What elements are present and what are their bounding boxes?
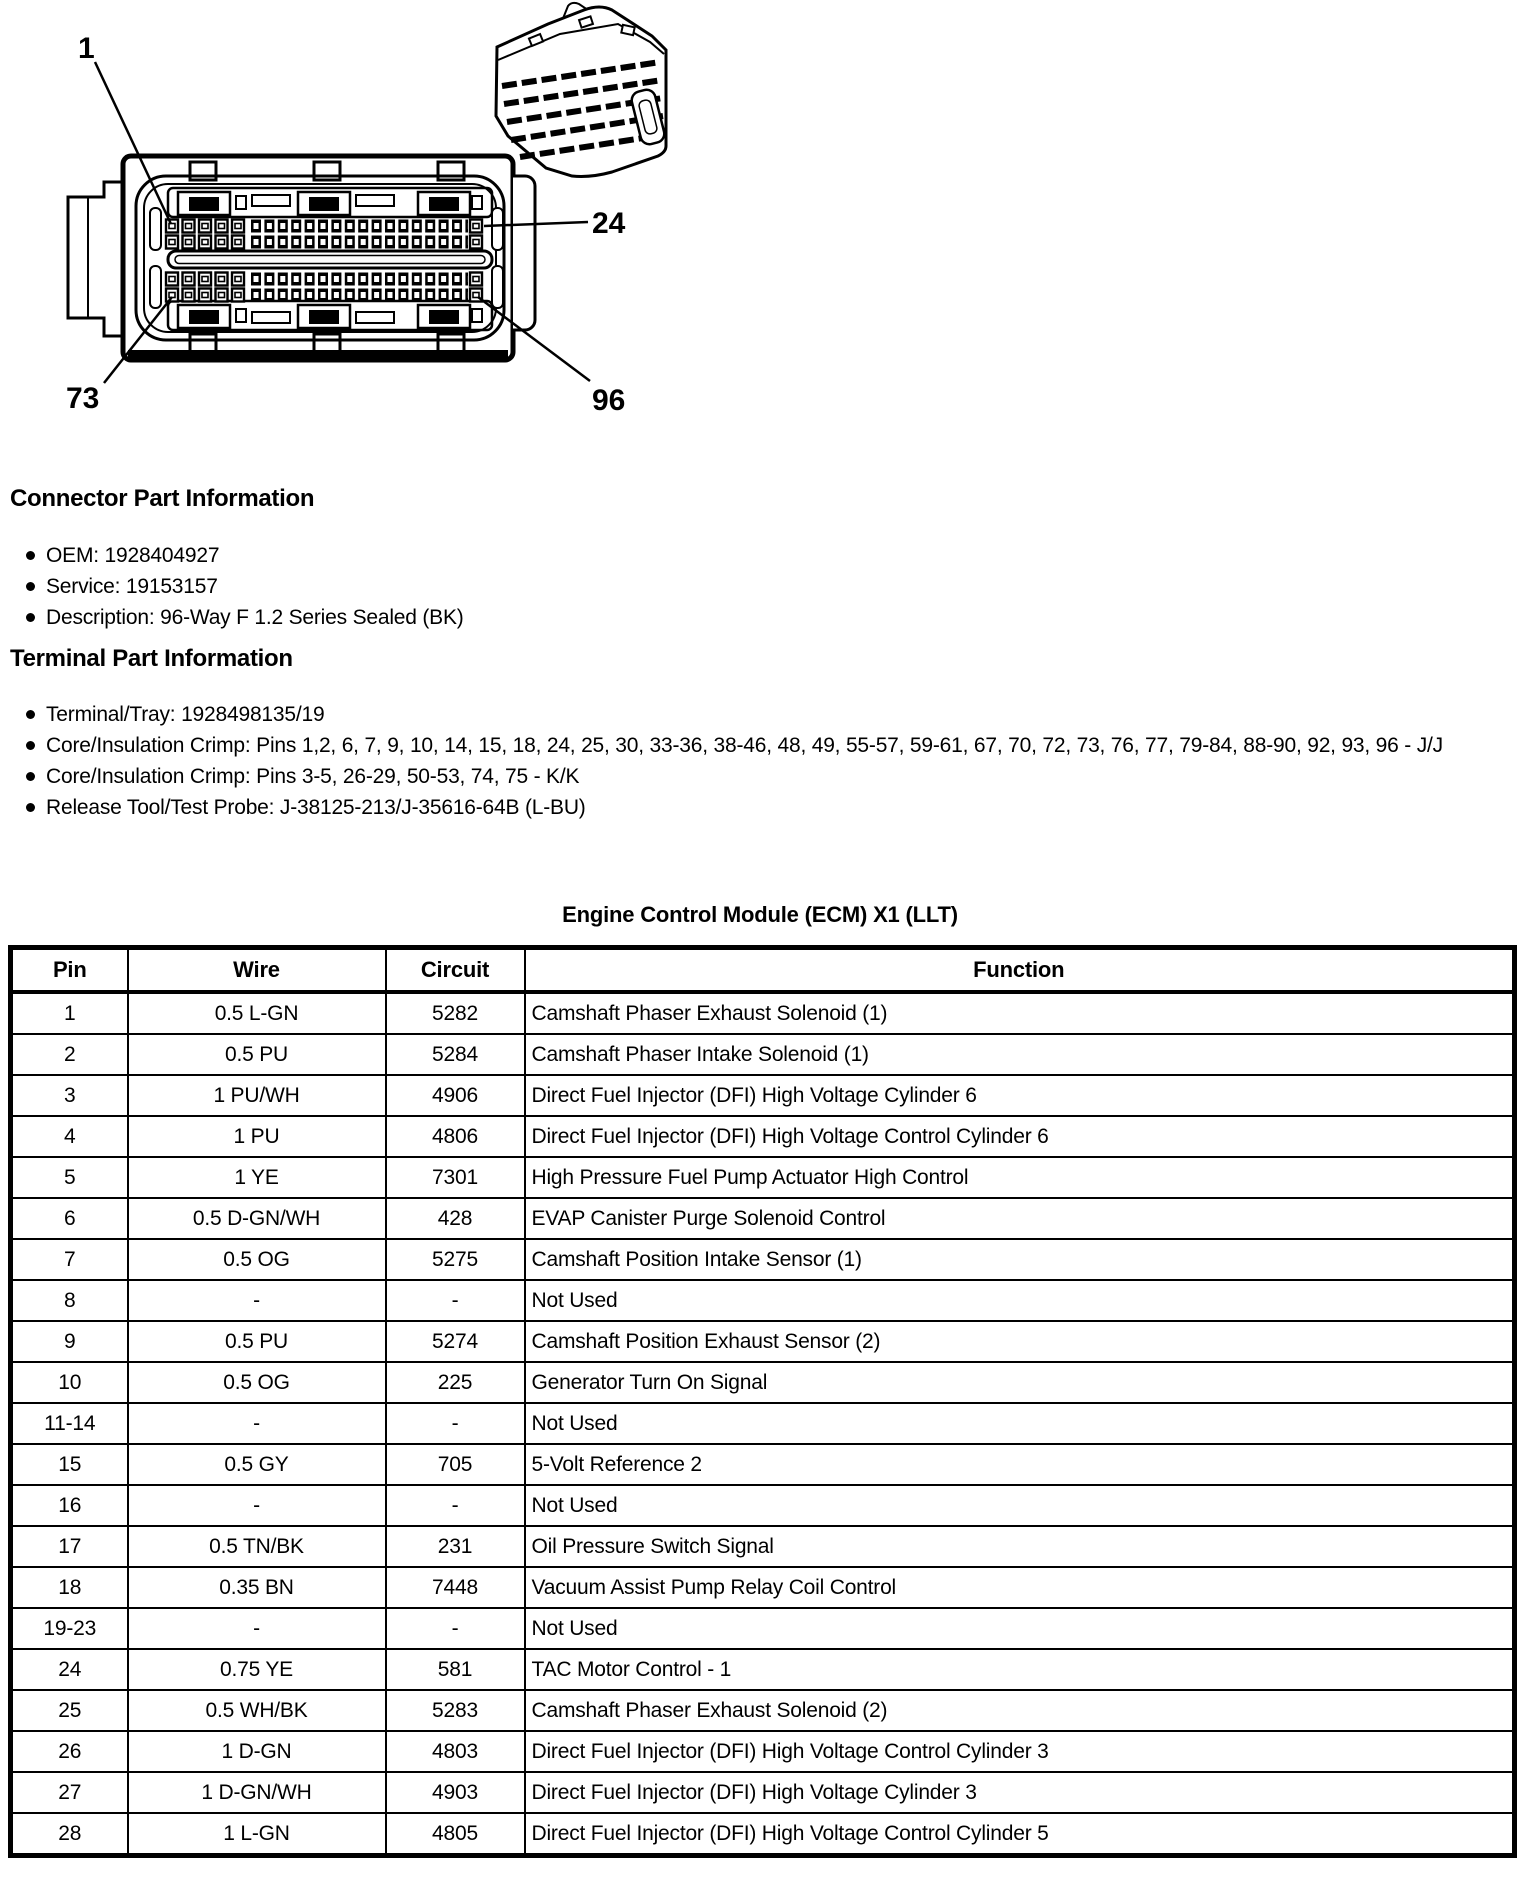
cell-function: Not Used <box>525 1280 1515 1321</box>
cell-pin: 8 <box>11 1280 128 1321</box>
middle-bar <box>168 251 492 268</box>
cell-function: Direct Fuel Injector (DFI) High Voltage Control Cylinder 5 <box>525 1813 1515 1856</box>
cell-wire: 1 PU/WH <box>128 1075 386 1116</box>
table-row <box>11 1444 1515 1485</box>
cell-function: Direct Fuel Injector (DFI) High Voltage Cylinder 3 <box>525 1772 1515 1813</box>
cell-circuit: 7301 <box>386 1157 525 1198</box>
cell-wire: 1 PU <box>128 1116 386 1157</box>
cell-circuit: 4906 <box>386 1075 525 1116</box>
cell-pin: 19-23 <box>11 1608 128 1649</box>
table-row <box>11 1075 1515 1116</box>
col-header-pin: Pin <box>11 948 128 993</box>
cell-circuit: 5283 <box>386 1690 525 1731</box>
cell-wire: - <box>128 1280 386 1321</box>
cell-circuit: 5282 <box>386 992 525 1034</box>
bullet-icon <box>26 772 35 781</box>
table-header-row <box>11 948 1515 993</box>
col-header-function: Function <box>525 948 1515 993</box>
cell-circuit: 4806 <box>386 1116 525 1157</box>
list-item-text: Terminal/Tray: 1928498135/19 <box>46 703 325 726</box>
table-row <box>11 1526 1515 1567</box>
table-row <box>11 1321 1515 1362</box>
cell-wire: 0.5 OG <box>128 1239 386 1280</box>
cell-circuit: 4803 <box>386 1731 525 1772</box>
figure-label-pin96: 96 <box>592 384 626 417</box>
list-item <box>26 571 1481 602</box>
table-row <box>11 1608 1515 1649</box>
bullet-icon <box>26 551 35 560</box>
cell-wire: 1 L-GN <box>128 1813 386 1856</box>
cell-wire: 0.5 PU <box>128 1321 386 1362</box>
connector-figure <box>0 0 760 445</box>
cell-circuit: 5274 <box>386 1321 525 1362</box>
table-row <box>11 1731 1515 1772</box>
cell-wire: 0.5 OG <box>128 1362 386 1403</box>
bullet-icon <box>26 710 35 719</box>
cell-function: Camshaft Position Intake Sensor (1) <box>525 1239 1515 1280</box>
cell-wire: 1 D-GN/WH <box>128 1772 386 1813</box>
cell-function: TAC Motor Control - 1 <box>525 1649 1515 1690</box>
cell-function: Not Used <box>525 1608 1515 1649</box>
cell-function: Generator Turn On Signal <box>525 1362 1515 1403</box>
cell-pin: 4 <box>11 1116 128 1157</box>
cell-pin: 25 <box>11 1690 128 1731</box>
pinout-table <box>8 945 1517 1858</box>
cell-circuit: 5275 <box>386 1239 525 1280</box>
cell-wire: 0.5 WH/BK <box>128 1690 386 1731</box>
cell-wire: 0.5 PU <box>128 1034 386 1075</box>
col-header-wire: Wire <box>128 948 386 993</box>
list-item <box>26 602 1481 633</box>
cell-function: 5-Volt Reference 2 <box>525 1444 1515 1485</box>
table-row <box>11 1198 1515 1239</box>
table-row <box>11 1403 1515 1444</box>
cell-function: Camshaft Position Exhaust Sensor (2) <box>525 1321 1515 1362</box>
cell-pin: 28 <box>11 1813 128 1856</box>
cell-function: Direct Fuel Injector (DFI) High Voltage Control Cylinder 6 <box>525 1116 1515 1157</box>
cell-wire: 0.5 D-GN/WH <box>128 1198 386 1239</box>
cell-pin: 24 <box>11 1649 128 1690</box>
cell-wire: 0.5 GY <box>128 1444 386 1485</box>
cell-pin: 26 <box>11 1731 128 1772</box>
table-row <box>11 1280 1515 1321</box>
list-item-text: Description: 96-Way F 1.2 Series Sealed (BK) <box>46 606 464 629</box>
cell-wire: 0.35 BN <box>128 1567 386 1608</box>
terminal-part-info-heading: Terminal Part Information <box>10 645 293 672</box>
list-item <box>26 699 1481 730</box>
cell-pin: 16 <box>11 1485 128 1526</box>
connector-part-info-list <box>26 540 1481 633</box>
table-row <box>11 1157 1515 1198</box>
list-item <box>26 540 1481 571</box>
cell-pin: 7 <box>11 1239 128 1280</box>
connector-front-view <box>68 156 535 360</box>
cell-function: Direct Fuel Injector (DFI) High Voltage Cylinder 6 <box>525 1075 1515 1116</box>
cell-function: High Pressure Fuel Pump Actuator High Control <box>525 1157 1515 1198</box>
list-item <box>26 792 1481 823</box>
bullet-icon <box>26 803 35 812</box>
table-row <box>11 1690 1515 1731</box>
cell-pin: 6 <box>11 1198 128 1239</box>
right-flange <box>513 176 535 330</box>
cell-function: Direct Fuel Injector (DFI) High Voltage Control Cylinder 3 <box>525 1731 1515 1772</box>
cell-pin: 27 <box>11 1772 128 1813</box>
cell-circuit: 428 <box>386 1198 525 1239</box>
cell-circuit: 231 <box>386 1526 525 1567</box>
list-item <box>26 761 1481 792</box>
table-row <box>11 1485 1515 1526</box>
cell-function: Camshaft Phaser Exhaust Solenoid (1) <box>525 992 1515 1034</box>
bullet-icon <box>26 741 35 750</box>
cell-wire: 1 YE <box>128 1157 386 1198</box>
cell-circuit: 4903 <box>386 1772 525 1813</box>
cell-wire: - <box>128 1485 386 1526</box>
table-row <box>11 1649 1515 1690</box>
table-row <box>11 1772 1515 1813</box>
cell-circuit: 225 <box>386 1362 525 1403</box>
list-item-text: OEM: 1928404927 <box>46 544 220 567</box>
cell-circuit: - <box>386 1608 525 1649</box>
table-row <box>11 1813 1515 1856</box>
cell-circuit: - <box>386 1280 525 1321</box>
figure-label-pin24: 24 <box>592 207 626 240</box>
list-item-text: Release Tool/Test Probe: J-38125-213/J-35616-64B (L-BU) <box>46 796 586 819</box>
cell-wire: 0.5 L-GN <box>128 992 386 1034</box>
cell-pin: 18 <box>11 1567 128 1608</box>
cell-function: Vacuum Assist Pump Relay Coil Control <box>525 1567 1515 1608</box>
bottom-latch-channel <box>168 301 492 330</box>
list-item-text: Core/Insulation Crimp: Pins 1,2, 6, 7, 9, 10, 14, 15, 18, 24, 25, 30, 33-36, 38-46, 48, 49, 55-57, 59-61, 67, 70, 72, 73, 76, 77, 79-84, 88-90, 92, 93, 96 - J/J <box>46 734 1443 757</box>
col-header-circuit: Circuit <box>386 948 525 993</box>
list-item-text: Core/Insulation Crimp: Pins 3-5, 26-29, 50-53, 74, 75 - K/K <box>46 765 580 788</box>
cell-function: Oil Pressure Switch Signal <box>525 1526 1515 1567</box>
list-item-text: Service: 19153157 <box>46 575 218 598</box>
cell-wire: - <box>128 1608 386 1649</box>
table-row <box>11 1034 1515 1075</box>
cell-pin: 9 <box>11 1321 128 1362</box>
list-item <box>26 730 1481 761</box>
figure-label-pin1: 1 <box>78 32 95 65</box>
cell-circuit: 4805 <box>386 1813 525 1856</box>
table-row <box>11 1362 1515 1403</box>
cell-circuit: 581 <box>386 1649 525 1690</box>
cell-pin: 11-14 <box>11 1403 128 1444</box>
cell-function: EVAP Canister Purge Solenoid Control <box>525 1198 1515 1239</box>
cell-pin: 3 <box>11 1075 128 1116</box>
cell-pin: 1 <box>11 992 128 1034</box>
connector-3d-view <box>496 3 666 177</box>
table-row <box>11 1239 1515 1280</box>
cell-function: Not Used <box>525 1403 1515 1444</box>
cell-circuit: 705 <box>386 1444 525 1485</box>
table-title: Engine Control Module (ECM) X1 (LLT) <box>562 902 958 927</box>
cell-function: Camshaft Phaser Intake Solenoid (1) <box>525 1034 1515 1075</box>
cell-pin: 5 <box>11 1157 128 1198</box>
cell-circuit: 7448 <box>386 1567 525 1608</box>
cell-pin: 2 <box>11 1034 128 1075</box>
table-row <box>11 992 1515 1034</box>
connector-part-info-heading: Connector Part Information <box>10 485 315 512</box>
cell-circuit: - <box>386 1403 525 1444</box>
table-row <box>11 1567 1515 1608</box>
cell-wire: 0.5 TN/BK <box>128 1526 386 1567</box>
left-bracket <box>68 182 123 336</box>
bullet-icon <box>26 582 35 591</box>
cell-pin: 17 <box>11 1526 128 1567</box>
figure-label-pin73: 73 <box>66 382 100 415</box>
terminal-part-info-list <box>26 699 1481 823</box>
cell-wire: 0.75 YE <box>128 1649 386 1690</box>
cell-circuit: 5284 <box>386 1034 525 1075</box>
cell-function: Not Used <box>525 1485 1515 1526</box>
bullet-icon <box>26 613 35 622</box>
top-latch-channel <box>168 188 492 217</box>
cell-pin: 15 <box>11 1444 128 1485</box>
cell-circuit: - <box>386 1485 525 1526</box>
cell-wire: - <box>128 1403 386 1444</box>
table-row <box>11 1116 1515 1157</box>
cell-pin: 10 <box>11 1362 128 1403</box>
cell-function: Camshaft Phaser Exhaust Solenoid (2) <box>525 1690 1515 1731</box>
cell-wire: 1 D-GN <box>128 1731 386 1772</box>
